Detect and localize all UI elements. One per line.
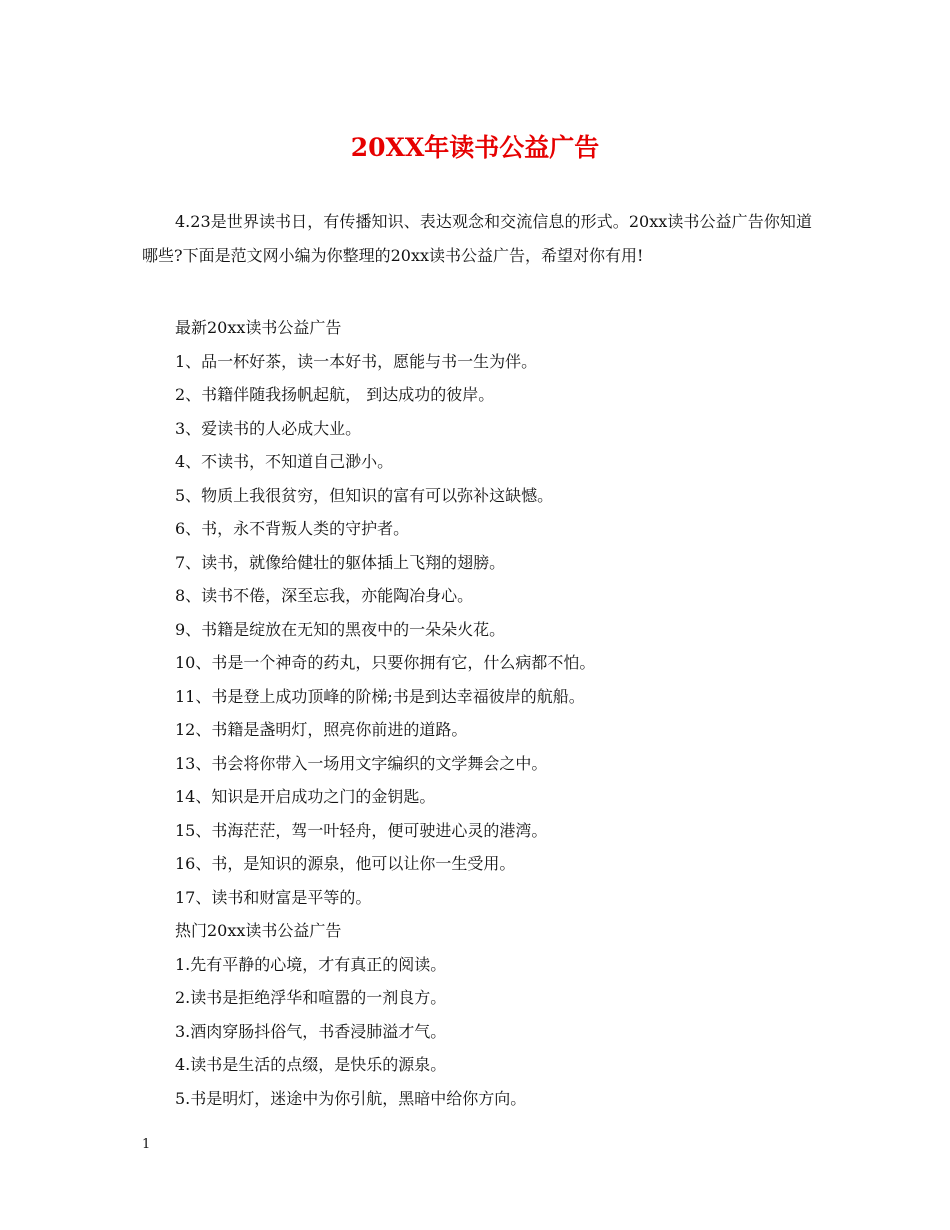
list-item: 17、读书和财富是平等的。 xyxy=(175,887,372,907)
page-number: 1 xyxy=(142,1137,151,1152)
list-item: 2.读书是拒绝浮华和喧嚣的一剂良方。 xyxy=(175,988,447,1007)
list-item: 6、书，永不背叛人类的守护者。 xyxy=(175,519,410,538)
list-item: 8、读书不倦，深至忘我，亦能陶冶身心。 xyxy=(175,586,474,605)
list-item: 14、知识是开启成功之门的金钥匙。 xyxy=(175,787,436,806)
intro-paragraph: 4.23是世界读书日，有传播知识、表达观念和交流信息的形式。20xx读书公益广告你知道哪些?下面是范文网小编为你整理的20xx读书公益广告，希望对你有用! xyxy=(142,212,812,265)
list-item: 9、书籍是绽放在无知的黑夜中的一朵朵火花。 xyxy=(175,619,506,639)
list-item: 15、书海茫茫，驾一叶轻舟，便可驶进心灵的港湾。 xyxy=(175,820,548,840)
list-item: 7、读书，就像给健壮的躯体插上飞翔的翅膀。 xyxy=(175,552,506,572)
list-item: 1.先有平静的心境，才有真正的阅读。 xyxy=(175,954,447,974)
list-item: 4、不读书，不知道自己渺小。 xyxy=(175,452,394,471)
list-item: 3.酒肉穿肠抖俗气，书香浸肺溢才气。 xyxy=(175,1021,447,1041)
list-item: 12、书籍是盏明灯，照亮你前进的道路。 xyxy=(175,720,468,739)
section-heading: 热门20xx读书公益广告 xyxy=(175,921,342,940)
list-item: 5、物质上我很贫穷，但知识的富有可以弥补这缺憾。 xyxy=(175,485,554,505)
list-item: 11、书是登上成功顶峰的阶梯;书是到达幸福彼岸的航船。 xyxy=(175,686,585,706)
list-item: 10、书是一个神奇的药丸，只要你拥有它，什么病都不怕。 xyxy=(175,653,596,672)
list-item: 3、爱读书的人必成大业。 xyxy=(175,418,362,438)
section-heading: 最新20xx读书公益广告 xyxy=(175,318,342,337)
list-item: 1、品一杯好茶，读一本好书，愿能与书一生为伴。 xyxy=(175,351,538,371)
list-item: 4.读书是生活的点缀，是快乐的源泉。 xyxy=(175,1055,447,1074)
list-item: 16、书，是知识的源泉，他可以让你一生受用。 xyxy=(175,854,516,873)
list-item: 13、书会将你带入一场用文字编织的文学舞会之中。 xyxy=(175,753,548,773)
slogan-list xyxy=(175,311,815,1115)
list-item: 2、书籍伴随我扬帆起航， 到达成功的彼岸。 xyxy=(175,385,495,404)
list-item: 5.书是明灯，迷途中为你引航，黑暗中给你方向。 xyxy=(175,1088,527,1108)
document-title: 20XX年读书公益广告 xyxy=(350,133,600,162)
